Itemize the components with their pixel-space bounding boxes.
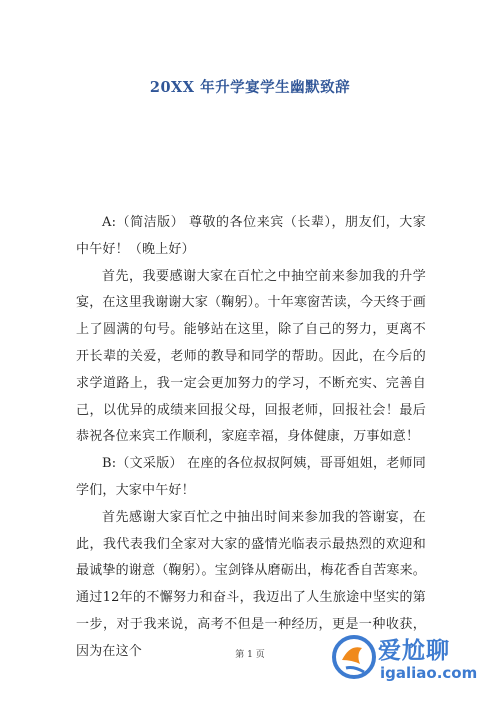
paragraph: A:（简洁版） 尊敬的各位来宾（长辈），朋友们，大家中午好！（晚上好）: [76, 215, 426, 257]
paragraph: 首先感谢大家百忙之中抽出时间来参加我的答谢宴，在此，我代表我们全家对大家的盛情光临表示最热烈的欢迎和最诚挚的谢意（鞠躬）。宝剑锋从磨砺出，梅花香自苦寒来。通过12年的不懈努力和奋斗，我迈出了人生旅途中坚实的第一步，对于我来说，高考不但是一种经历，更是一种收获，因为在这个: [76, 509, 426, 659]
watermark: [332, 630, 492, 696]
document-title: 20XX 年升学宴学生幽默致辞: [149, 79, 351, 96]
watermark-name: 爱尬聊: [378, 638, 450, 664]
page-number: 第 1 页: [235, 650, 265, 660]
paragraph: 首先，我要感谢大家在百忙之中抽空前来参加我的升学宴，在这里我谢谢大家（鞠躬）。十年寒窗苦读，今天终于画上了圆满的句号。能够站在这里，除了自己的努力，更离不开长辈的关爱，老师的教导和同学的帮助。因此，在今后的求学道路上，我一定会更加努力的学习，不断充实、完善自己，以优异的成绩来回报父母，回报老师，回报社会！最后恭祝各位来宾工作顺利，家庭幸福，身体健康，万事如意！: [76, 268, 426, 445]
watermark-logo-icon: [332, 630, 378, 690]
document-body: [76, 210, 426, 666]
paragraph: B:（文采版） 在座的各位叔叔阿姨，哥哥姐姐，老师同学们，大家中午好！: [76, 456, 426, 498]
watermark-url: igaliao.com: [380, 664, 478, 682]
